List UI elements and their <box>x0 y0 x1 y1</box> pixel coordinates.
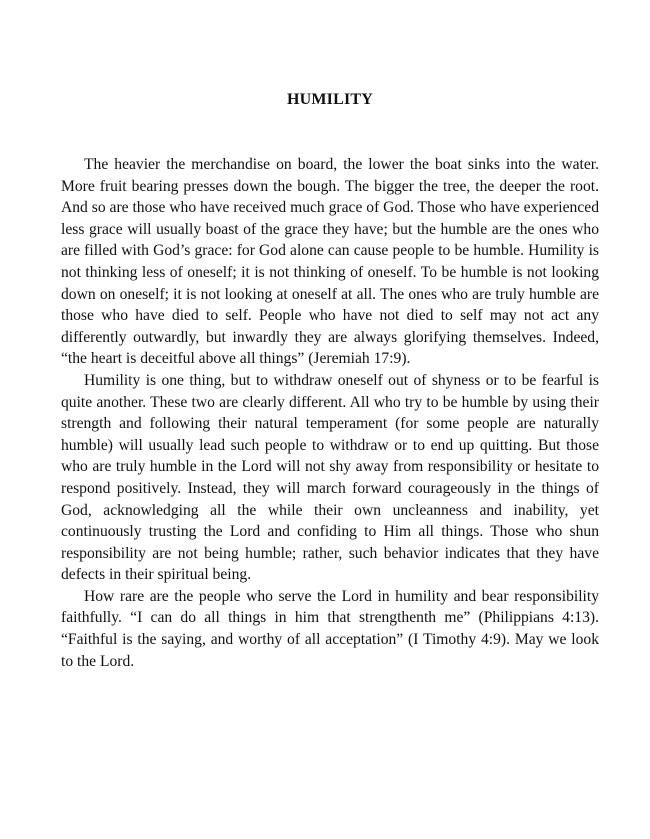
paragraph-3: How rare are the people who serve the Lord in humility and bear responsibility faithfully. “I can do all things in him that strengthenth me” (Philippians 4:13). “Faithful is the saying, and worthy of all acceptation” (I Timothy 4:9). May we look to the Lord. <box>61 587 599 670</box>
page-title: HUMILITY <box>286 91 374 108</box>
paragraph-2: Humility is one thing, but to withdraw oneself out of shyness or to be fearful is quite another. These two are clearly different. All who try to be humble by using their strength and following their natural temperament (for some people are naturally humble) will usually lead such people to withdraw or to end up quitting. But those who are truly humble in the Lord will not shy away from responsibility or hesitate to respond positively. Instead, they will march forward courageously in the things of God, acknowledging all the while their own uncleanness and inability, yet continuously trusting the Lord and confiding to Him all things. Those who shun responsibility are not being humble; rather, such behavior indicates that they have defects in their spiritual being. <box>61 371 599 584</box>
paragraph-1: The heavier the merchandise on board, the lower the boat sinks into the water. More fruit bearing presses down the bough. The bigger the tree, the deeper the root. And so are those who have received much grace of God. Those who have experienced less grace will usually boast of the grace they have; but the humble are the ones who are filled with God’s grace: for God alone can cause people to be humble. Humility is not thinking less of oneself; it is not thinking of oneself. To be humble is not looking down on oneself; it is not looking at oneself at all. The ones who are truly humble are those who have died to self. People who have not died to self may not act any differently outwardly, but inwardly they are always glorifying themselves. Indeed, “the heart is deceitful above all things” (Jeremiah 17:9). <box>61 156 599 368</box>
body-text <box>61 154 599 672</box>
